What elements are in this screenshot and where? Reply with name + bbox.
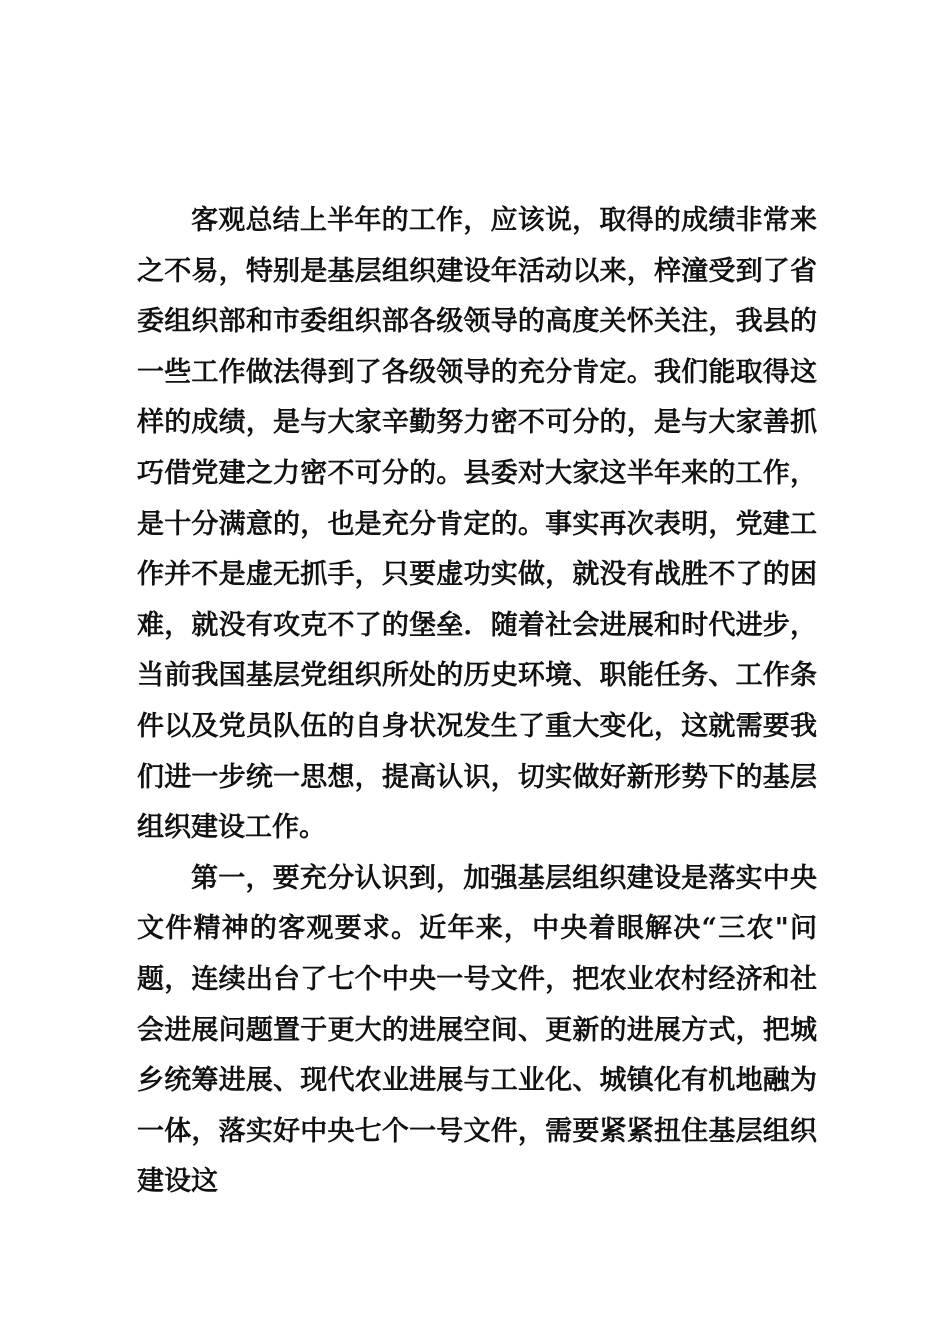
paragraph-summary: 客观总结上半年的工作，应该说，取得的成绩非常来之不易，特别是基层组织建设年活动以来，梓潼受到了省委组织部和市委组织部各级领导的高度关怀关注，我县的一些工作做法得到了各级领导的充分肯定。我们能取得这样的成绩，是与大家辛勤努力密不可分的，是与大家善抓巧借党建之力密不可分的。县委对大家这半年来的工作，是十分满意的，也是充分肯定的。事实再次表明，党建工作并不是虚无抓手，只要虚功实做，就没有战胜不了的困难，就没有攻克不了的堡垒．随着社会进展和时代进步，当前我国基层党组织所处的历史环境、职能任务、工作条件以及党员队伍的自身状况发生了重大变化，这就需要我们进一步统一思想，提高认识，切实做好新形势下的基层组织建设工作。 [137, 205, 817, 844]
paragraph-first-point: 第一，要充分认识到，加强基层组织建设是落实中央文件精神的客观要求。近年来，中央着眼解决“三农"问题，连续出台了七个中央一号文件，把农业农村经济和社会进展问题置于更大的进展空间、更新的进展方式，把城乡统筹进展、现代农业进展与工业化、城镇化有机地融为一体，落实好中央七个一号文件，需要紧紧扭住基层组织建设这 [137, 862, 817, 1198]
document-body [137, 196, 817, 1208]
